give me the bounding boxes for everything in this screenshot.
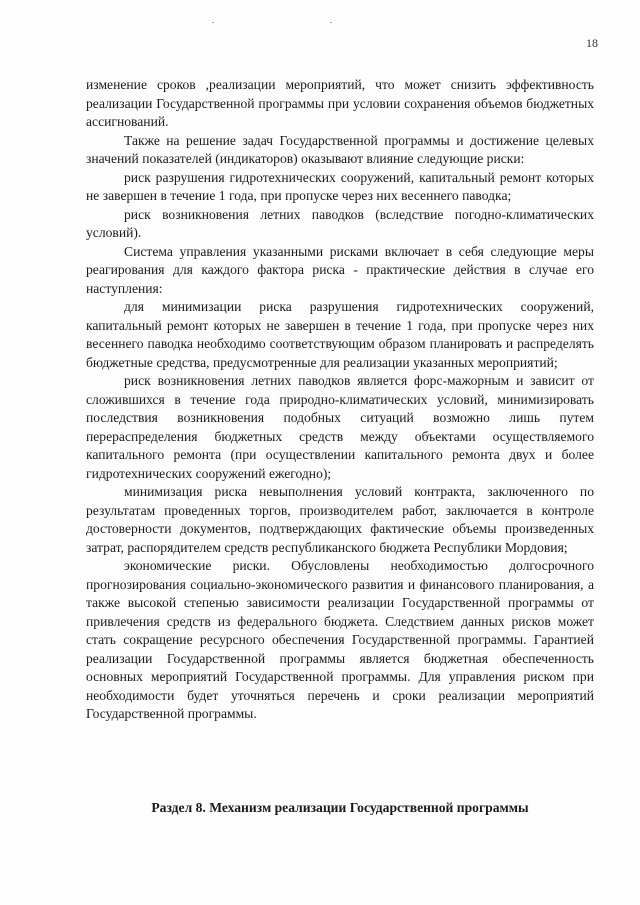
paragraph: Система управления указанными рисками включает в себя следующие меры реагирования для каждого фактора риска - практические действия в случае его наступления:	[86, 243, 594, 296]
paragraph: минимизация риска невыполнения условий контракта, заключенного по результатам проведенных торгов, производителем работ, заключается в контроле достоверности документов, подтверждающих фактические объемы произведенных затрат, распорядителем средств республиканского бюджета Республики Мордовия;	[86, 484, 594, 555]
page-number: 18	[586, 36, 598, 50]
paragraph: риск возникновения летних паводков (вследствие погодно-климатических условий).	[86, 206, 594, 240]
paragraph: экономические риски. Обусловлены необходимостью долгосрочного прогнозирования социально-экономического развития и финансового планирования, а также высокой степенью зависимости реализации Государственной программы от привлечения средств из федерального бюджета. Следствием данных рисков может стать сокращение ресурсного обеспечения Государственной программы. Гарантией реализации Государственной программы является бюджетная обеспеченность основных мероприятий Государственной программы. Для управления риском при необходимости будет уточняться перечень и сроки реализации мероприятий Государственной программы.	[86, 558, 594, 721]
body-text	[86, 76, 594, 724]
paragraph: риск разрушения гидротехнических сооружений, капитальный ремонт которых не завершен в течение 1 года, при пропуске через них весеннего паводка;	[86, 169, 594, 203]
paragraph: изменение сроков ,реализации мероприятий, что может снизить эффективность реализации Государственной программы при условии сохранения объемов бюджетных ассигнований.	[86, 77, 594, 129]
paragraph: для минимизации риска разрушения гидротехнических сооружений, капитальный ремонт которых не завершен в течение 1 года, при пропуске через них весеннего паводка необходимо соответствующим образом планировать и распределять бюджетные средства, предусмотренные для реализации указанных мероприятий;	[86, 299, 594, 370]
paragraph: Также на решение задач Государственной программы и достижение целевых значений показателей (индикаторов) оказывают влияние следующие риски:	[86, 132, 594, 166]
paragraph: риск возникновения летних паводков является форс-мажорным и зависит от сложившихся в течение года природно-климатических условий, минимизировать последствия возникновения подобных ситуаций возможно лишь путем перераспределения бюджетных средств между объектами осуществляемого капитального ремонта (при осуществлении капитального ремонта двух и более гидротехнических сооружений ежегодно);	[86, 373, 594, 481]
scan-speck	[330, 22, 332, 23]
scan-speck	[212, 22, 214, 23]
section-heading: Раздел 8. Механизм реализации Государственной программы	[151, 800, 529, 815]
